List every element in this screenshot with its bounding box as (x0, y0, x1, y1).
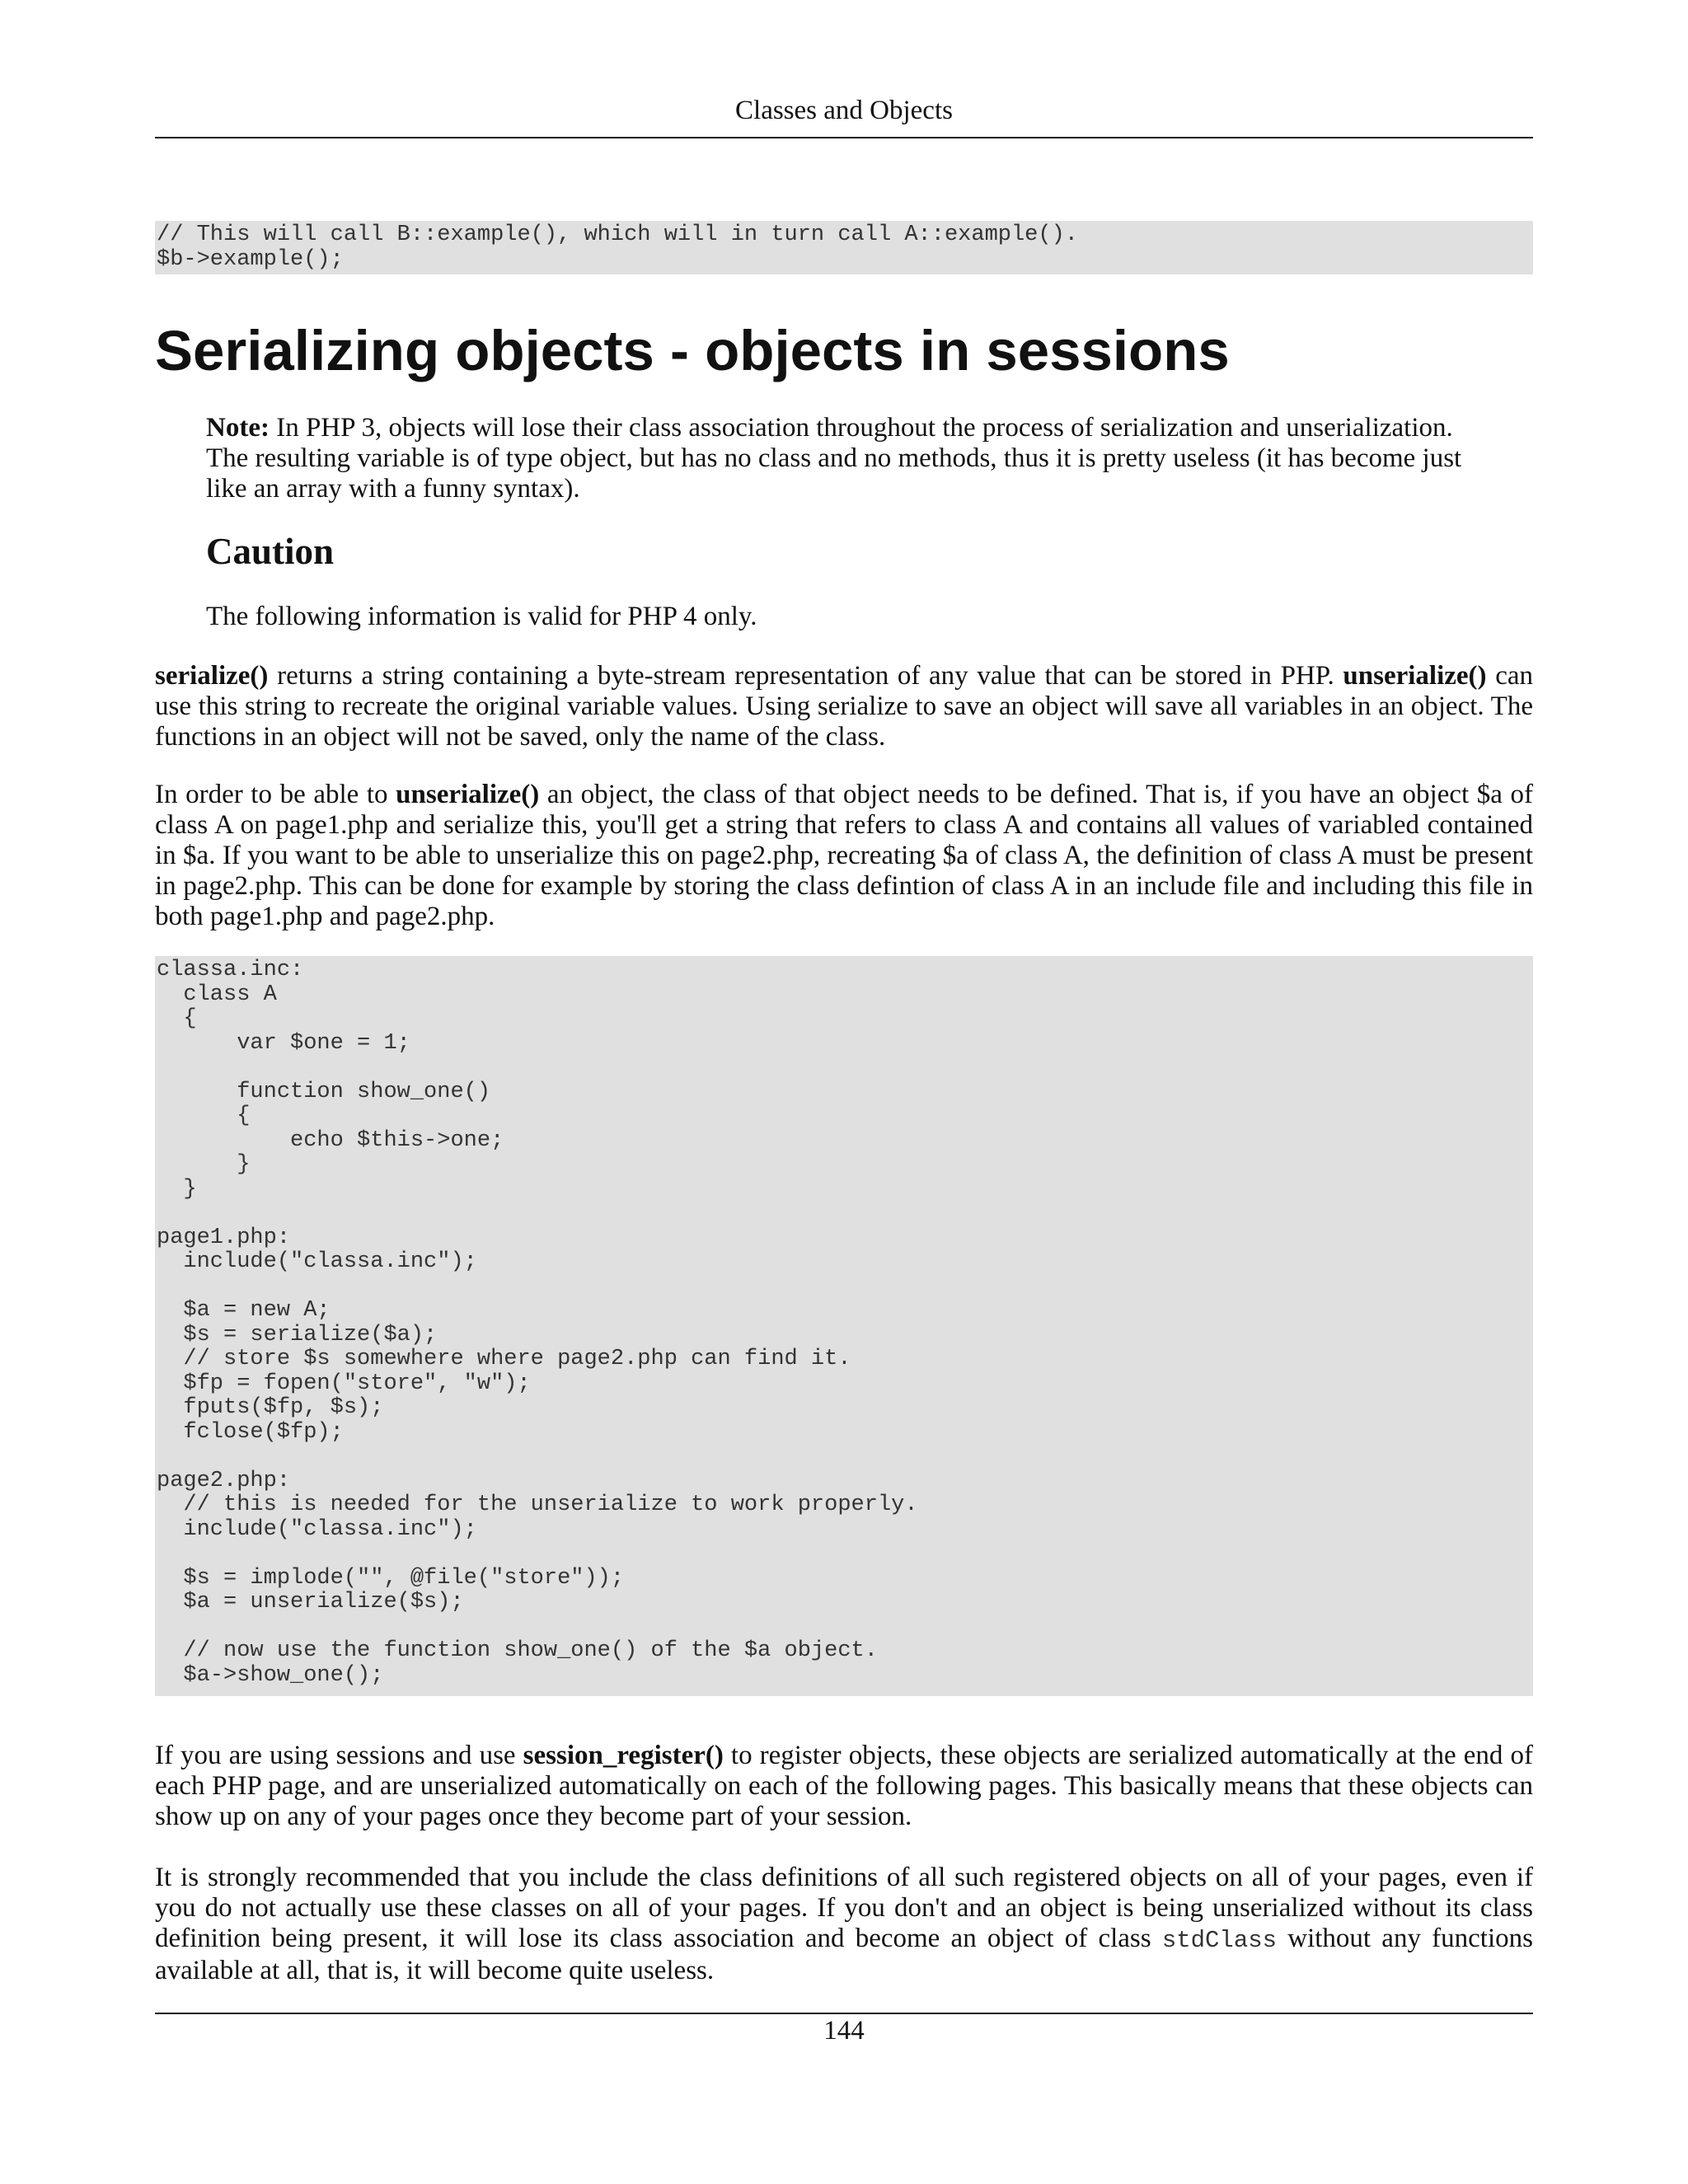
document-page (155, 0, 1533, 2184)
function-name-session-register: session_register() (523, 1741, 724, 1770)
function-name-serialize: serialize() (155, 661, 269, 691)
paragraph-text: It is strongly recommended that you include the class definitions of all such registered objects on all of your pages, even if you do not actually use these classes on all of your pages. If you don't and an object is being unserialized without its class definition being present, it will lose its class association and become an object of class (155, 1863, 1533, 1953)
inline-code-stdclass: stdClass (1161, 1927, 1278, 1954)
paragraph-text: without any functions available at all, that is, it will become quite useless. (155, 1924, 1533, 1985)
paragraph-text: returns a string containing a byte-stream representation of any value that can be stored in PHP. (268, 661, 1343, 691)
paragraph-recommendation (155, 1863, 1533, 1986)
note-paragraph (206, 413, 1500, 504)
caution-text: The following information is valid for PHP 4 only. (206, 602, 757, 631)
section-title: Serializing objects - objects in sessions (155, 319, 1230, 382)
caution-title: Caution (206, 531, 335, 572)
paragraph-serialize (155, 661, 1533, 752)
paragraph-text: to register objects, these objects are serialized automatically at the end of each PHP page, and are unserialized automatically on each of the following pages. This basically means that these objects can show up on any of your pages once they become part of your session. (155, 1741, 1534, 1831)
paragraph-text: can use this string to recreate the original variable values. Using serialize to save an object will save all variables in an object. The functions in an object will not be saved, only the name of the class. (155, 661, 1533, 752)
paragraph-sessions (155, 1741, 1533, 1832)
note-text: In PHP 3, objects will lose their class association throughout the process of serialization and unserialization. The resulting variable is of type object, but has no class and no methods, thus it is pretty useless (it has become just like an array with a funny syntax). (206, 413, 1462, 504)
page-number: 144 (823, 2016, 865, 2046)
header-rule (155, 137, 1533, 138)
code-block-classa-example: classa.inc: class A { var $one = 1; function show_one() { echo $this->one; } } page1.php: include("classa.inc"); $a = new A; $s = serialize($a); // store $s somewhere where page2.php can find it. $fp = fopen("store", "w"); fputs($fp, $s); fclose($fp); page2.php: // this is needed for the unserialize to work properly. include("classa.inc"); $s = implode("", @file("store")); $a = unserialize($s); // now use the function show_one() of the $a object. $a->show_one(); (155, 956, 1533, 1696)
note-label: Note: (206, 413, 270, 443)
paragraph-text: If you are using sessions and use (155, 1741, 523, 1770)
paragraph-unserialize (155, 780, 1533, 932)
function-name-unserialize: unserialize() (396, 780, 540, 809)
running-header: Classes and Objects (735, 96, 953, 125)
function-name-unserialize: unserialize() (1343, 661, 1487, 691)
code-block-example-call: // This will call B::example(), which will in turn call A::example(). $b->example(); (155, 221, 1533, 274)
paragraph-text: an object, the class of that object needs to be defined. That is, if you have an object $a of class A on page1.php and serialize this, you'll get a string that refers to class A and contains all values of variabled contained in $a. If you want to be able to unserialize this on page2.php, recreating $a of class A, the definition of class A must be present in page2.php. This can be done for example by storing the class defintion of class A in an include file and including this file in both page1.php and page2.php. (155, 780, 1533, 931)
paragraph-text: In order to be able to (155, 780, 396, 809)
